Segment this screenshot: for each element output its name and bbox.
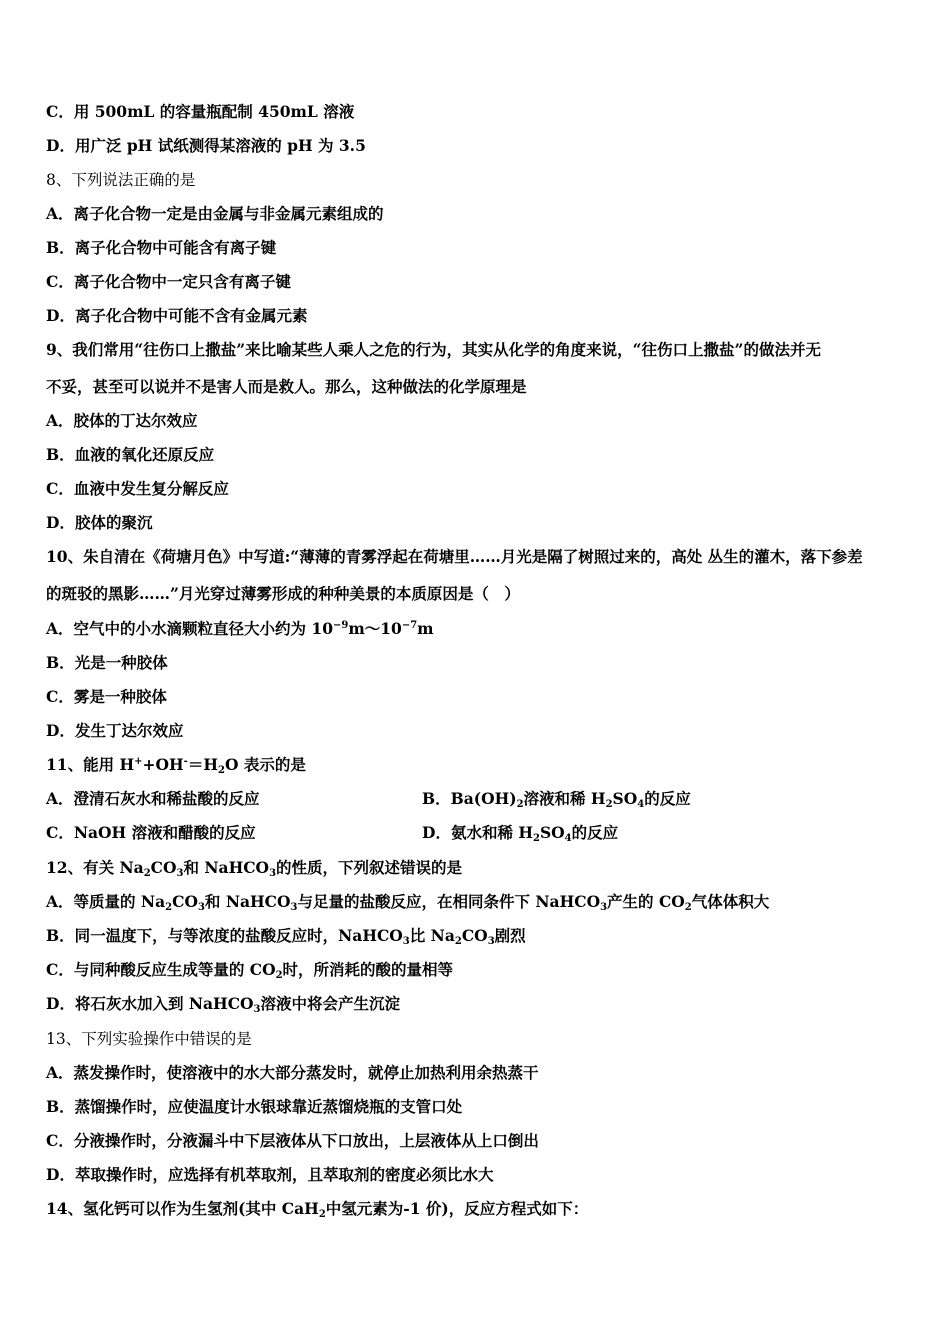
q10-a-text1: A．空气中的小水滴颗粒直径大小约为 10 [46,619,333,638]
q12-stem-text1: 12、有关 Na [46,858,144,877]
q11-d-text2: SO [539,823,565,842]
q12-b-sub3: 3 [487,936,495,947]
q11-d-sub1: 2 [532,833,540,844]
q11-option-c: C．NaOH 溶液和醋酸的反应 [46,823,256,842]
q12-b-sub1: 3 [402,936,410,947]
q13-stem: 13、下列实验操作中错误的是 [46,1030,252,1048]
q13-option-a: A．蒸发操作时，使溶液中的水大部分蒸发时，就停止加热利用余热蒸干 [46,1063,539,1082]
q14-stem [46,1199,588,1219]
q12-a-text5: 产生的 CO [607,892,685,911]
q12-stem-sub2: 3 [176,868,184,879]
q14-stem-sub: 2 [318,1209,326,1220]
q10-stem-line1: 10、朱自清在《荷塘月色》中写道:“薄薄的青雾浮起在荷塘里……月光是隔了树照过来的，高处 丛生的灌木，落下参差 [46,547,863,566]
q11-options-row1 [46,789,906,809]
q10-a-exp2: −7 [401,620,418,631]
q10-stem-line2: 的斑驳的黑影……”月光穿过薄雾形成的种种美景的本质原因是（ ） [46,584,520,603]
q12-a-sub1: 2 [165,902,173,913]
q12-stem-text4: 的性质，下列叙述错误的是 [276,858,463,877]
q11-stem-text2: +OH [142,755,184,774]
q10-a-exp1: −9 [333,620,349,631]
q12-c-sub1: 2 [275,970,283,981]
q12-option-a [46,892,769,912]
q11-b-sub1: 2 [516,799,524,810]
q10-option-d: D．发生丁达尔效应 [46,721,184,740]
q11-stem-text1: 11、能用 H [46,755,135,774]
q12-a-sub3: 3 [290,902,298,913]
q12-a-text2: CO [172,892,198,911]
q13-option-c: C．分液操作时，分液漏斗中下层液体从下口放出，上层液体从上口倒出 [46,1131,539,1150]
q10-option-b: B．光是一种胶体 [46,653,168,672]
q9-option-b: B．血液的氧化还原反应 [46,445,215,464]
q14-stem-text2: 中氢元素为-1 价)，反应方程式如下： [325,1199,589,1218]
q12-option-d [46,994,400,1014]
q12-stem-sub1: 2 [143,868,151,879]
q12-stem-text3: 和 NaHCO [183,858,270,877]
q12-c-text1: C．与同种酸反应生成等量的 CO [46,960,276,979]
q11-b-sub3: 4 [637,799,645,810]
q11-sub-2: 2 [217,765,225,776]
q11-stem-text4: O 表示的是 [224,755,306,774]
q11-b-text4: 的反应 [644,789,691,808]
q14-stem-text1: 14、氢化钙可以作为生氢剂(其中 CaH [46,1199,319,1218]
q12-a-text1: A．等质量的 Na [46,892,166,911]
q7-option-c: C．用 500mL 的容量瓶配制 450mL 溶液 [46,102,355,121]
q11-d-sub2: 4 [564,833,572,844]
q12-a-sub2: 3 [197,902,205,913]
q8-option-d: D．离子化合物中可能不含有金属元素 [46,306,308,325]
q12-c-text2: 时，所消耗的酸的量相等 [282,960,454,979]
q10-option-a [46,619,434,639]
q12-stem-text2: CO [150,858,177,877]
q12-a-text3: 和 NaHCO [204,892,291,911]
q8-option-b: B．离子化合物中可能含有离子键 [46,238,277,257]
q8-option-c: C．离子化合物中一定只含有离子键 [46,272,291,291]
q10-option-c: C．雾是一种胶体 [46,687,167,706]
q12-a-text6: 气体体积大 [691,892,770,911]
q12-d-text2: 溶液中将会产生沉淀 [260,994,401,1013]
q12-b-sub2: 2 [454,936,462,947]
q11-stem-text3: ＝H [187,755,218,774]
q9-option-a: A．胶体的丁达尔效应 [46,411,198,430]
q11-options-row2 [46,823,906,843]
q11-b-text3: SO [612,789,638,808]
q12-b-text3: CO [461,926,488,945]
q9-stem-line1: 9、我们常用“往伤口上撒盐”来比喻某些人乘人之危的行为，其实从化学的角度来说，“往伤口上撒盐”的做法并无 [46,340,821,359]
q12-a-sub5: 2 [684,902,692,913]
q12-option-c [46,960,453,980]
q12-a-text4: 与足量的盐酸反应，在相同条件下 NaHCO [297,892,601,911]
q11-b-sub2: 2 [605,799,613,810]
q11-b-text2: 溶液和稀 H [523,789,606,808]
q12-b-text2: 比 Na [409,926,455,945]
q10-a-text3: m [417,619,434,638]
q11-stem [46,755,306,775]
q12-d-text1: D．将石灰水加入到 NaHCO [46,994,254,1013]
q11-b-text1: B．Ba(OH) [422,789,517,808]
q7-option-d: D．用广泛 pH 试纸测得某溶液的 pH 为 3.5 [46,136,366,155]
q11-option-a: A．澄清石灰水和稀盐酸的反应 [46,789,260,808]
q12-stem [46,858,462,878]
q12-option-b [46,926,526,946]
q11-sup-minus: - [183,756,188,767]
q10-a-text2: m～10 [348,619,402,638]
q12-b-text1: B．同一温度下，与等浓度的盐酸反应时，NaHCO [46,926,403,945]
q11-d-text1: D．氨水和稀 H [422,823,533,842]
q8-option-a: A．离子化合物一定是由金属与非金属元素组成的 [46,204,384,223]
q11-option-b [422,789,691,809]
q11-sup-plus: + [134,756,143,767]
q8-stem: 8、下列说法正确的是 [46,171,196,189]
q13-option-d: D．萃取操作时，应选择有机萃取剂，且萃取剂的密度必须比水大 [46,1165,494,1184]
q12-b-text4: 剧烈 [494,926,526,945]
q9-option-d: D．胶体的聚沉 [46,513,153,532]
q12-d-sub1: 3 [253,1004,261,1015]
q12-stem-sub3: 3 [269,868,277,879]
q11-option-d [422,823,618,843]
q9-stem-line2: 不妥，甚至可以说并不是害人而是救人。那么，这种做法的化学原理是 [46,377,527,396]
q12-a-sub4: 3 [600,902,608,913]
q11-d-text3: 的反应 [571,823,619,842]
q13-option-b: B．蒸馏操作时，应使温度计水银球靠近蒸馏烧瓶的支管口处 [46,1097,463,1116]
q9-option-c: C．血液中发生复分解反应 [46,479,229,498]
